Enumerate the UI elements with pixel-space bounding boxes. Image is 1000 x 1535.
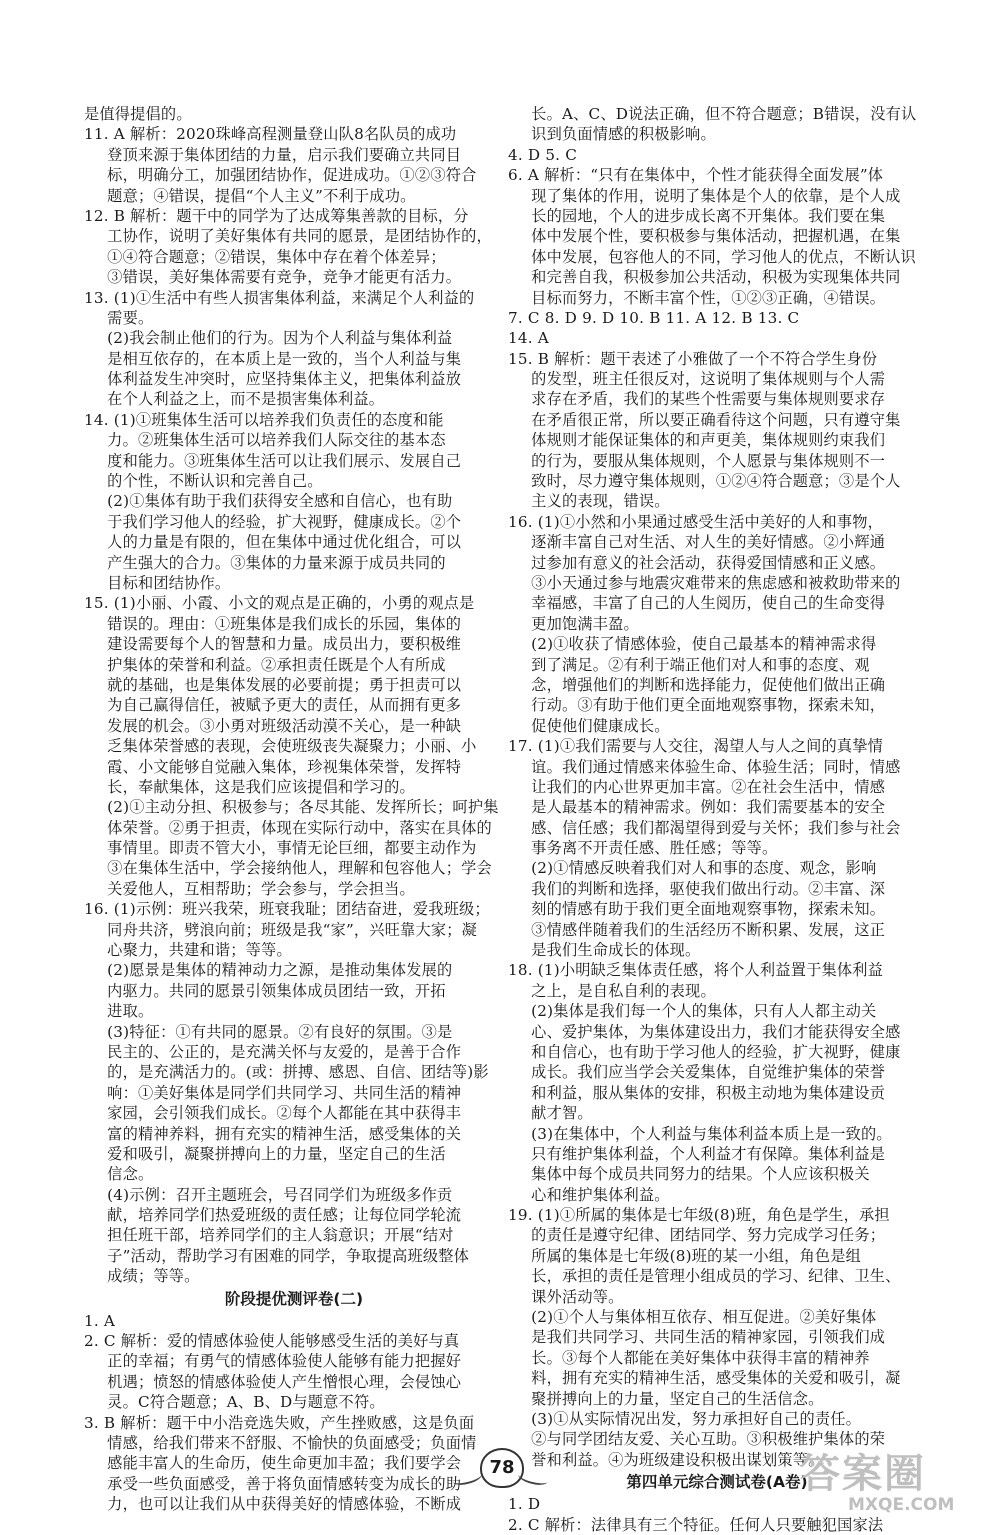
left-answers-block-2 xyxy=(84,1311,504,1515)
answer-line: 14. A xyxy=(508,329,549,348)
answer-line: 霞、小文能够自觉融入集体，珍视集体荣誉，发挥特 xyxy=(84,757,462,776)
answer-line: 人的力量是有限的，但在集体中通过优化组合，可以 xyxy=(84,533,462,552)
answer-line: (2)①收获了情感体验，使自己最基本的精神需求得 xyxy=(508,635,877,654)
answer-line: 誉和利益。④为班级建设积极出谋划策等。 xyxy=(508,1450,824,1469)
answer-line: 7. C 8. D 9. D 10. B 11. A 12. B 13. C xyxy=(508,308,800,327)
answer-line: 促使他们健康成长。 xyxy=(508,716,670,735)
answer-line: 长的园地，个人的进步成长离不开集体。我们要在集 xyxy=(508,206,886,225)
answer-line: 心、爱护集体，为集体建设出力，我们才能获得安全感 xyxy=(508,1022,901,1041)
answer-line: 15. B 解析：题干表述了小雅做了一个不符合学生身份 xyxy=(508,349,878,368)
answer-line: 感、信任感；我们都渴望得到爱与关怀；我们参与社会 xyxy=(508,818,901,837)
right-column xyxy=(508,104,926,1535)
answer-line: 16. (1)①小然和小果通过感受生活中美好的人和事物， xyxy=(508,512,884,531)
answer-line: 事情里。即责不管大小，事情无论巨细，都要主动作为 xyxy=(84,839,477,858)
answer-line: (3)特征：①有共同的愿景。②有良好的氛围。③是 xyxy=(84,1022,453,1041)
answer-line: 致时，尽力遵守集体规则，①②④符合题意；③是个人 xyxy=(508,472,901,491)
answer-line: 求存在矛盾，我们的某些个性需要与集体规则要求存 xyxy=(508,390,886,409)
answer-line: 主义的表现，错误。 xyxy=(508,492,670,511)
answer-line: 3. B 解析：题干中小浩竞选失败，产生挫败感，这是负面 xyxy=(84,1413,475,1432)
answer-line: 识到负面情感的积极影响。 xyxy=(508,125,716,144)
answer-line: (2)集体是我们每一个人的集体，只有人人都主动关 xyxy=(508,1002,877,1021)
answer-line: 体利益发生冲突时，应坚持集体主义，把集体利益放 xyxy=(84,370,462,389)
section-title-unit4-test-a: 第四单元综合测试卷(A卷) xyxy=(626,1473,808,1492)
answer-line: 和利益，服从集体的安排，积极主动地为集体建设贡 xyxy=(508,1083,886,1102)
answer-line: 护集体的荣誉和利益。②承担责任既是个人有所成 xyxy=(84,655,446,674)
answer-line: 18. (1)小明缺乏集体责任感，将个人利益置于集体利益 xyxy=(508,961,884,980)
answer-line: 同舟共济，劈浪向前；班级是我“家”，兴旺靠大家；凝 xyxy=(84,920,478,939)
answer-line: 乏集体荣誉感的表现，会使班级丧失凝聚力；小丽、小 xyxy=(84,737,477,756)
answer-line: (2)①情感反映着我们对人和事的态度、观念，影响 xyxy=(508,859,877,878)
leaf-left-icon xyxy=(451,1469,483,1488)
answer-line: 情感，给我们带来不舒服、不愉快的负面感受；负面情 xyxy=(84,1434,477,1452)
answer-line: 进取。 xyxy=(84,1002,154,1021)
answer-line: 的，是充满活力的。(或：拼搏、感恩、自信、团结等)影 xyxy=(84,1063,489,1082)
answer-line: 12. B 解析：题干中的同学为了达成筹集善款的目标，分 xyxy=(84,206,469,225)
answer-line: 长。A、C、D说法正确，但不符合题意；B错误，没有认 xyxy=(508,105,917,123)
answer-line: 家园，会引领我们成长。②每个人都能在其中获得丰 xyxy=(84,1104,462,1123)
answer-line: 担任班干部，培养同学们的主人翁意识；开展“结对 xyxy=(84,1226,454,1245)
page-number-ornament xyxy=(448,1442,552,1494)
answer-line: (2)①个人与集体相互依存、相互促进。②美好集体 xyxy=(508,1308,877,1327)
answer-line: 13. (1)①生活中有些人损害集体利益，来满足个人利益的 xyxy=(84,288,475,307)
answer-line: 所属的集体是七年级(8)班的某一小组，角色是组 xyxy=(508,1246,862,1265)
answer-line: 工协作，说明了美好集体有共同的愿景，是团结协作的， xyxy=(84,227,492,246)
answer-line: 响：①美好集体是同学们共同学习、共同生活的精神 xyxy=(84,1083,462,1102)
answer-line: 只有维护集体利益，个人利益才有保障。集体利益是 xyxy=(508,1144,886,1163)
answer-line: 标，明确分工，加强团结协作，促进成功。①②③符合 xyxy=(84,166,477,185)
answer-line: 错误的。理由：①班集体是我们成长的乐园，集体的 xyxy=(84,614,462,633)
answer-line: 心聚力，共建和谐；等等。 xyxy=(84,941,292,960)
answer-line: 度和能力。③班集体生活可以让我们展示、发展自己 xyxy=(84,451,462,470)
answer-line: 子”活动，帮助学习有困难的同学，争取提高班级整体 xyxy=(84,1246,470,1265)
answer-line: 的责任是遵守纪律、团结同学、努力完成学习任务； xyxy=(508,1226,886,1245)
answer-line: (3)在集体中，个人利益与集体利益本质上是一致的。 xyxy=(508,1124,892,1143)
answer-line: 和自信心，也有助于学习他人的经验，扩大视野，健康 xyxy=(508,1042,901,1061)
answer-line: ③情感伴随着我们的生活经历不断积累、发展，这正 xyxy=(508,920,886,939)
answer-line: 的个性，不断认识和完善自己。 xyxy=(84,472,323,491)
answer-line: 灵。C符合题意；A、B、D与题意不符。 xyxy=(84,1393,385,1412)
answer-line: 为自己赢得信任，被赋予更大的责任，从而拥有更多 xyxy=(84,696,462,715)
answer-line: 的发型，班主任很反对，这说明了集体规则与个人需 xyxy=(508,370,886,389)
answer-line: 之上，是自私自利的表现。 xyxy=(508,981,716,1000)
answer-line: 是值得提倡的。 xyxy=(84,105,192,123)
answer-line: 的行为，要服从集体规则，个人愿景与集体规则不一 xyxy=(508,451,886,470)
answer-line: ③在集体生活中，学会接纳他人，理解和包容他人；学会 xyxy=(84,859,492,878)
answer-line: 内驱力。共同的愿景引领集体成员团结一致，开拓 xyxy=(84,981,446,1000)
answer-line: 1. D xyxy=(508,1495,541,1514)
answer-line: 谊。我们通过情感来体验生命、体验生活；同时，情感 xyxy=(508,757,901,776)
answer-line: 料，拥有充实的精神生活，感受集体的关爱和吸引，凝 xyxy=(508,1369,901,1388)
answer-line: 富的精神养料，拥有充实的精神生活，感受集体的关 xyxy=(84,1124,462,1143)
answer-line: 念，增强他们的判断和选择能力，促使他们做出正确 xyxy=(508,675,886,694)
answer-line: (3)①从实际情况出发，努力承担好自己的责任。 xyxy=(508,1410,862,1428)
answer-line: 成绩；等等。 xyxy=(84,1267,200,1286)
answer-line: 2. C 解析：爱的情感体验使人能够感受生活的美好与真 xyxy=(84,1332,460,1351)
answer-line: ②与同学团结友爱、关心互助。③积极维护集体的荣 xyxy=(508,1430,886,1449)
answer-line: 和完善自我，积极参加公共活动，积极为实现集体共同 xyxy=(508,268,901,287)
answer-line: 体规则才能保证集体的和声更美，集体规则约束我们 xyxy=(508,431,886,450)
answer-line: 是我们生命成长的体现。 xyxy=(508,941,701,960)
answer-line: 1. A xyxy=(84,1311,116,1330)
answer-line: 16. (1)示例：班兴我荣，班衰我耻；团结奋进，爱我班级； xyxy=(84,900,490,919)
section-title-stage-test-2: 阶段提优测评卷(二) xyxy=(224,1289,364,1308)
answer-line: 4. D 5. C xyxy=(508,145,578,164)
answer-line: 产生强大的合力。③集体的力量来源于成员共同的 xyxy=(84,553,446,572)
answer-line: (2)①集体有助于我们获得安全感和自信心，也有助 xyxy=(84,492,453,511)
answer-line: 体中发展个性，要积极参与集体活动，把握机遇，在集 xyxy=(508,227,901,246)
answer-line: 登顶来源于集体团结的力量，启示我们要确立共同目 xyxy=(84,145,462,164)
answer-line: 长，承担的责任是管理小组成员的学习、纪律、卫生、 xyxy=(508,1267,901,1286)
answer-line: 体中发展，包容他人的不同，学习他人的优点，不断认识 xyxy=(508,247,916,266)
answer-line: 11. A 解析：2020珠峰高程测量登山队8名队员的成功 xyxy=(84,125,457,144)
watermark-logo: 答案圈 xyxy=(800,1451,926,1497)
answer-line: 2. C 解析：法律具有三个特征。任何人只要触犯国家法 xyxy=(508,1515,884,1534)
answer-line: 6. A 解析：“只有在集体中，个性才能获得全面发展”体 xyxy=(508,166,884,185)
watermark-url: MXQE.COM xyxy=(848,1495,955,1515)
answer-line: 让我们的内心世界更加丰富。②在社会生活中，情感 xyxy=(508,777,886,796)
page-number: 78 xyxy=(480,1448,524,1488)
answer-line: 发展的机会。③小勇对班级活动漠不关心，是一种缺 xyxy=(84,716,462,735)
answer-line: 心和维护集体利益。 xyxy=(508,1185,670,1204)
answer-line: 建设需要每个人的智慧和力量。成员出力，要积极维 xyxy=(84,635,462,654)
answer-line: 感能丰富人的生命历，使生命更加丰盈；我们要学会 xyxy=(84,1454,462,1473)
left-column xyxy=(84,104,504,1515)
answer-line: (2)愿景是集体的精神动力之源，是推动集体发展的 xyxy=(84,961,453,980)
answer-line: 民主的、公正的，是充满关怀与友爱的，是善于合作 xyxy=(84,1042,462,1061)
answer-line: 关爱他人，互相帮助；学会参与，学会担当。 xyxy=(84,879,415,898)
answer-line: 献才智。 xyxy=(508,1104,593,1123)
answer-line: 信念。 xyxy=(84,1165,154,1184)
answer-line: 更加饱满丰盈。 xyxy=(508,614,639,633)
answer-line: 19. (1)①所属的集体是七年级(8)班，角色是学生，承担 xyxy=(508,1206,890,1225)
answer-line: 目标而努力，不断丰富个性，①②③正确，④错误。 xyxy=(508,288,886,307)
answer-line: 于我们学习他人的经验，扩大视野，健康成长。②个 xyxy=(84,512,462,531)
answer-line: 是相互依存的，在本质上是一致的，当个人利益与集 xyxy=(84,349,462,368)
answer-line: 现了集体的作用，说明了集体是个人的依靠，是个人成 xyxy=(508,186,901,205)
answer-line: 是我们共同学习、共同生活的精神家园，引领我们成 xyxy=(508,1328,886,1347)
answer-line: 在矛盾很正常，所以要正确看待这个问题，只有遵守集 xyxy=(508,410,901,429)
answer-line: 爱和吸引，凝聚拼搏向上的力量，坚定自己的生活 xyxy=(84,1144,446,1163)
answer-line: ①④符合题意；②错误，集体中存在着个体差异； xyxy=(84,247,446,266)
answer-line: (4)示例：召开主题班会，号召同学们为班级多作贡 xyxy=(84,1185,453,1204)
answer-line: 过参加有意义的社会活动，获得爱国情感和正义感。 xyxy=(508,553,886,572)
answer-line: 力，也可以让我们从中获得美好的情感体验，不断成 xyxy=(84,1495,462,1514)
answer-line: ③错误，美好集体需要有竞争，竞争才能更有活力。 xyxy=(84,268,462,287)
answer-line: 17. (1)①我们需要与人交往，渴望人与人之间的真挚情 xyxy=(508,737,884,756)
answer-line: (2)①主动分担、积极参与；各尽其能、发挥所长；呵护集 xyxy=(84,798,499,817)
answer-line: 聚拼搏向上的力量，坚定自己的生活信念。 xyxy=(508,1389,824,1408)
answer-line: 幸福感，丰富了自己的人生阅历，使自己的生命变得 xyxy=(508,594,886,613)
answer-line: 集体中每个成员共同努力的结果。个人应该积极关 xyxy=(508,1165,870,1184)
answer-line: ③小天通过参与地震灾难带来的焦虑感和被救助带来的 xyxy=(508,573,901,592)
answer-line: 到了满足。②有利于端正他们对人和事的态度、观 xyxy=(508,655,870,674)
answer-line: 14. (1)①班集体生活可以培养我们负责任的态度和能 xyxy=(84,410,444,429)
right-answers-block xyxy=(508,104,926,1470)
answer-line: 事务离不开责任感、胜任感；等等。 xyxy=(508,839,778,858)
leaf-right-icon xyxy=(517,1469,549,1488)
answer-line: 题意；④错误，提倡“个人主义”不利于成功。 xyxy=(84,186,416,205)
answer-line: 刻的情感有助于我们更全面地观察事物，探索未知。 xyxy=(508,900,886,919)
answer-line: 献，培养同学们热爱班级的责任感；让每位同学轮流 xyxy=(84,1206,462,1225)
answer-line: 15. (1)小丽、小霞、小文的观点是正确的，小勇的观点是 xyxy=(84,594,475,613)
answer-line: 逐渐丰富自己对生活、对人生的美好情感。②小辉通 xyxy=(508,533,886,552)
answer-line: 体荣誉。②勇于担责，体现在实际行动中，落实在具体的 xyxy=(84,818,492,837)
answer-line: 成长。我们应当学会关爱集体，自觉维护集体的荣誉 xyxy=(508,1063,886,1082)
answer-line: 承受一些负面感受，善于将负面情感转变为成长的助 xyxy=(84,1474,462,1493)
answer-line: 就的基础，也是集体发展的必要前提；勇于担责可以 xyxy=(84,675,462,694)
answer-line: 力。②班集体生活可以培养我们人际交往的基本态 xyxy=(84,431,446,450)
answer-line: 目标和团结协作。 xyxy=(84,573,231,592)
answer-line: 我们的判断和选择，驱使我们做出行动。②丰富、深 xyxy=(508,879,886,898)
answer-line: 行动。③有助于他们更全面地观察事物，探索未知， xyxy=(508,696,886,715)
answer-line: 长。③每个人都能在美好集体中获得丰富的精神养 xyxy=(508,1348,870,1367)
answer-line: 是人最基本的精神需求。例如：我们需要基本的安全 xyxy=(508,798,886,817)
watermark xyxy=(800,1452,990,1514)
answer-line: 课外活动等。 xyxy=(508,1287,624,1306)
left-answers-block xyxy=(84,104,504,1287)
answer-line: 需要。 xyxy=(84,308,154,327)
answer-line: (2)我会制止他们的行为。因为个人利益与集体利益 xyxy=(84,329,453,348)
answer-line: 在个人利益之上，而不是损害集体利益。 xyxy=(84,390,385,409)
answer-line: 正的幸福；有勇气的情感体验使人能够有能力把握好 xyxy=(84,1352,462,1371)
answer-line: 长，奉献集体，这是我们应该提倡和学习的。 xyxy=(84,777,415,796)
answer-line: 机遇；愤怒的情感体验使人产生憎恨心理，会侵蚀心 xyxy=(84,1372,462,1391)
